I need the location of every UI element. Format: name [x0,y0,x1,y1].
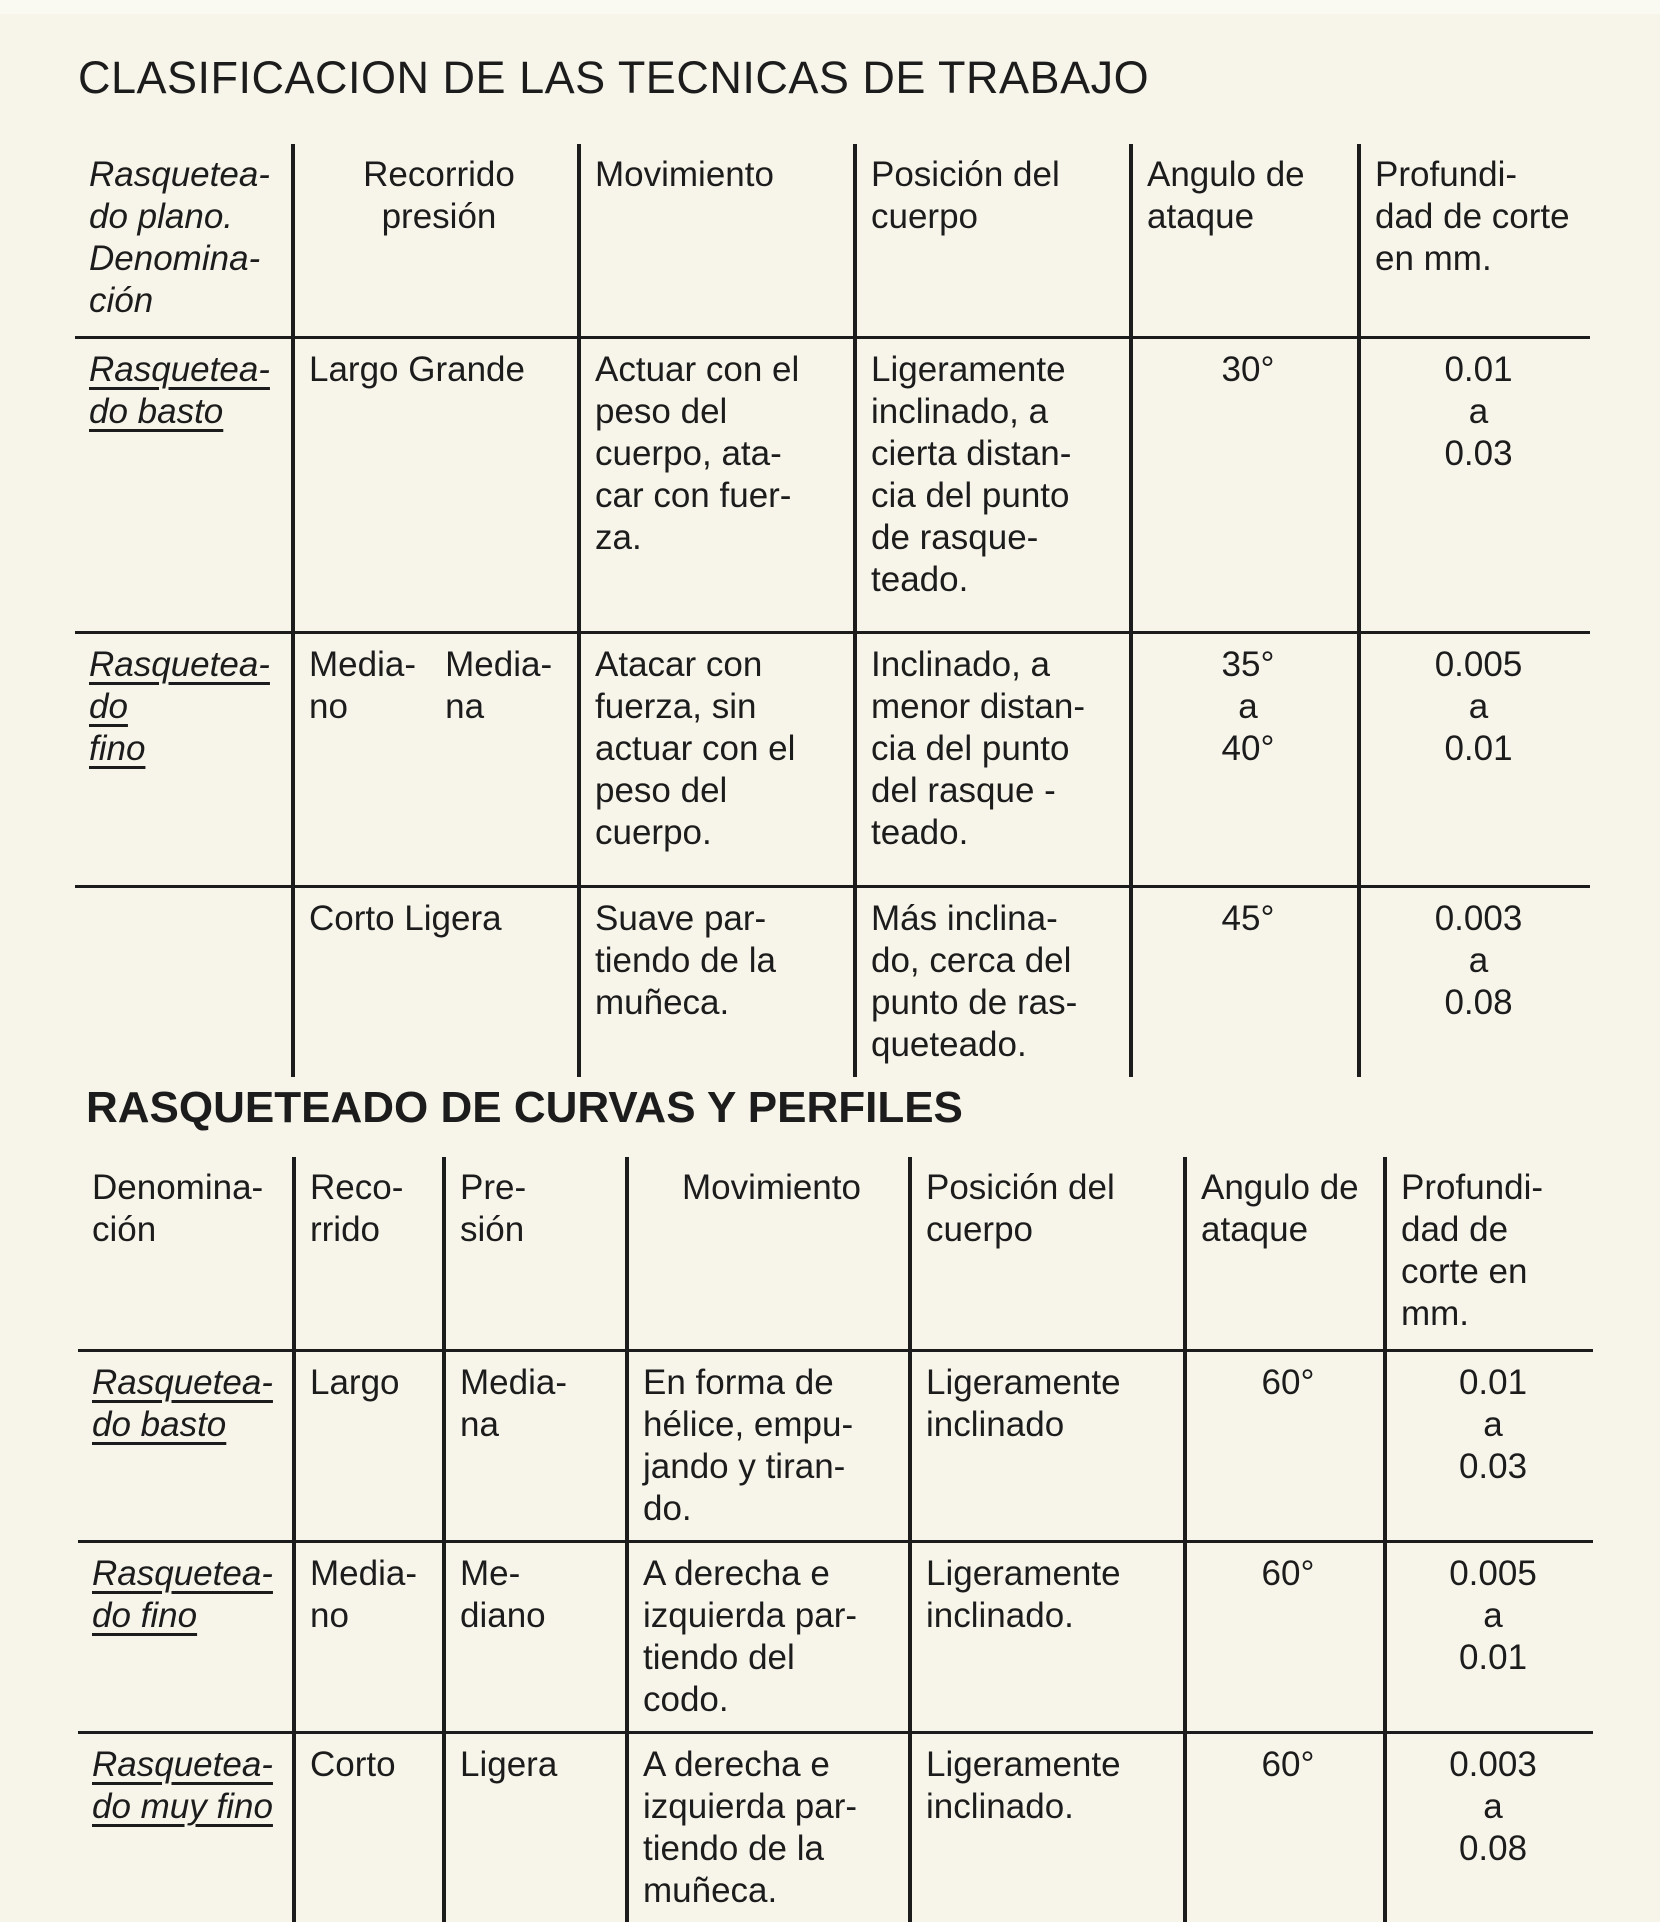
cell-line: Movimiento [595,155,774,194]
cell-line: 0.03 [1459,1447,1527,1486]
cell-line: Más inclina- [871,899,1058,938]
header-angulo [1185,1157,1385,1351]
cell-line: 30° [1222,350,1275,389]
cell-line: en mm. [1375,239,1492,278]
header-recorrido [294,1157,444,1351]
cell-line: Denomina- [89,239,260,278]
cell-line: del rasque - [871,771,1056,810]
cell-line: 0.005 [1435,645,1523,684]
section1-title: CLASIFICACION DE LAS TECNICAS DE TRABAJO [78,52,1149,104]
cell-line: 0.005 [1449,1554,1537,1593]
cell-line: menor distan- [871,687,1085,726]
cell-line: a [1469,392,1488,431]
row-profundidad [1359,633,1590,887]
cell-line: 0.01 [1444,729,1512,768]
cell-line: Ligeramente [926,1363,1121,1402]
cell-line: Recorrido [363,155,515,194]
cell-line: Ligeramente [926,1745,1121,1784]
cell-line: 0.003 [1435,899,1523,938]
cell-line: cuerpo [871,197,978,236]
cell-line: corte en [1401,1252,1527,1291]
cell-line: do, cerca del [871,941,1071,980]
cell-line: cia del punto [871,476,1069,515]
header-denominacion [75,144,293,338]
cell-line: izquierda par- [643,1787,857,1826]
header-posicion [855,144,1131,338]
header-profundidad [1385,1157,1593,1351]
cell-line: A derecha e [643,1554,830,1593]
cell-line: izquierda par- [643,1596,857,1635]
cell-line: dad de [1401,1210,1508,1249]
cell-line: teado. [871,560,968,599]
cell-line: cuerpo [926,1210,1033,1249]
cell-line: Angulo de [1201,1168,1359,1207]
cell-line: ción [92,1210,156,1249]
cell-line: peso del [595,392,727,431]
cell-line: 60° [1262,1363,1315,1402]
table-header-row [78,1157,1593,1351]
row-profundidad [1359,887,1590,1077]
cell-line: 0.003 [1449,1745,1537,1784]
table-row [78,1542,1593,1733]
cell-line: fuerza, sin [595,687,756,726]
row-movimiento [627,1351,910,1542]
header-angulo [1131,144,1359,338]
cell-line: mm. [1401,1294,1469,1333]
row-profundidad [1385,1351,1593,1542]
cell-line: muñeca. [595,983,729,1022]
header-denominacion [78,1157,294,1351]
cell-line: do [89,687,128,726]
cell-line: Reco- [310,1168,403,1207]
cell-line: teado. [871,813,968,852]
row-name [78,1351,294,1542]
cell-line: Denomina- [92,1168,263,1207]
cell-line: diano [460,1596,546,1635]
cell-line: cuerpo. [595,813,712,852]
cell-line: inclinado [926,1405,1064,1444]
table-row [78,1733,1593,1922]
row-name [75,887,293,1077]
cell-line: do basto [92,1405,226,1444]
cell-line: tiendo del [643,1638,795,1677]
cell-line: Corto Ligera [309,899,502,938]
row-angulo [1185,1733,1385,1922]
cell-line: Posición del [926,1168,1115,1207]
row-posicion [910,1542,1185,1733]
cell-line: Atacar con [595,645,762,684]
cell-line: 35° [1222,645,1275,684]
row-movimiento [579,338,855,633]
header-recorrido-presion [293,144,579,338]
table-row [78,1351,1593,1542]
cell-line: Inclinado, a [871,645,1050,684]
cell-line: Posición del [871,155,1060,194]
cell-line: Pre- [460,1168,526,1207]
cell-line: do muy fino [92,1787,273,1826]
row-recorrido [293,887,579,1077]
row-movimiento [579,633,855,887]
cell-line: no [310,1596,349,1635]
cell-line: Rasquetea- [89,350,270,389]
cell-line: Ligeramente [871,350,1066,389]
cell-line: 0.01 [1444,350,1512,389]
cell-line: 60° [1262,1554,1315,1593]
header-posicion [910,1157,1185,1351]
cell-line: a [1483,1405,1502,1444]
cell-line: rrido [310,1210,380,1249]
row-recorrido [293,633,579,887]
cell-line: Ligera [460,1745,557,1784]
cell-line: tiendo de la [643,1829,824,1868]
cell-line: Profundi- [1401,1168,1543,1207]
cell-line: na [460,1405,499,1444]
page-top-edge [0,0,1660,14]
cell-line: Corto [310,1745,396,1784]
row-posicion [910,1351,1185,1542]
cell-line: dad de corte [1375,197,1570,236]
cell-line: actuar con el [595,729,795,768]
cell-line: 0.08 [1459,1829,1527,1868]
cell-line: codo. [643,1680,729,1719]
row-profundidad [1385,1733,1593,1922]
row-name [75,338,293,633]
header-movimiento [579,144,855,338]
cell-line: Rasquetea- [89,155,270,194]
cell-line: Me- [460,1554,520,1593]
cell-line: no na [309,687,484,726]
cell-line: do plano. [89,197,233,236]
row-angulo [1131,887,1359,1077]
row-name [78,1542,294,1733]
header-profundidad [1359,144,1590,338]
cell-line: fino [89,729,145,768]
table-row [75,338,1590,633]
cell-line: a [1483,1787,1502,1826]
curves-profiles-table [78,1157,1593,1922]
cell-line: do. [643,1489,692,1528]
cell-line: ción [89,281,153,320]
header-presion [444,1157,627,1351]
cell-line: jando y tiran- [643,1447,845,1486]
cell-line: Rasquetea- [92,1554,273,1593]
cell-line: cierta distan- [871,434,1071,473]
cell-line: punto de ras- [871,983,1077,1022]
row-posicion [855,633,1131,887]
cell-line: hélice, empu- [643,1405,853,1444]
cell-line: za. [595,518,642,557]
cell-line: peso del [595,771,727,810]
cell-line: ataque [1147,197,1254,236]
cell-line: inclinado, a [871,392,1048,431]
cell-line: Ligeramente [926,1554,1121,1593]
row-angulo [1131,338,1359,633]
cell-line: a [1469,941,1488,980]
cell-line: 0.08 [1444,983,1512,1022]
cell-line: Largo [310,1363,400,1402]
cell-line: Rasquetea- [92,1363,273,1402]
row-name [78,1733,294,1922]
row-posicion [855,338,1131,633]
cell-line: queteado. [871,1025,1027,1064]
cell-line: car con fuer- [595,476,791,515]
cell-line: muñeca. [643,1871,777,1910]
cell-line: A derecha e [643,1745,830,1784]
cell-line: Media- [460,1363,567,1402]
cell-line: inclinado. [926,1787,1074,1826]
row-recorrido [294,1542,444,1733]
techniques-table [75,144,1590,1077]
cell-line: 0.01 [1459,1638,1527,1677]
row-angulo [1185,1351,1385,1542]
cell-line: sión [460,1210,524,1249]
row-presion [444,1351,627,1542]
cell-line: En forma de [643,1363,834,1402]
row-presion [444,1542,627,1733]
cell-line: tiendo de la [595,941,776,980]
cell-line: do fino [92,1596,197,1635]
cell-line: 0.03 [1444,434,1512,473]
cell-line: a [1238,687,1257,726]
cell-line: presión [382,197,497,236]
cell-line: a [1483,1596,1502,1635]
header-movimiento [627,1157,910,1351]
cell-line: a [1469,687,1488,726]
cell-line: 0.01 [1459,1363,1527,1402]
row-posicion [910,1733,1185,1922]
row-movimiento [579,887,855,1077]
cell-line: Largo Grande [309,350,525,389]
cell-line: Actuar con el [595,350,799,389]
section2-title: RASQUETEADO DE CURVAS Y PERFILES [86,1083,963,1133]
cell-line: inclinado. [926,1596,1074,1635]
cell-line: 60° [1262,1745,1315,1784]
cell-line: Angulo de [1147,155,1305,194]
row-recorrido [294,1351,444,1542]
cell-line: Movimiento [682,1168,861,1207]
row-recorrido [294,1733,444,1922]
cell-line: cia del punto [871,729,1069,768]
cell-line: ataque [1201,1210,1308,1249]
row-profundidad [1359,338,1590,633]
row-movimiento [627,1733,910,1922]
row-recorrido [293,338,579,633]
cell-line: Profundi- [1375,155,1517,194]
cell-line: Media- [310,1554,417,1593]
row-name [75,633,293,887]
cell-line: Media- Media- [309,645,552,684]
cell-line: Rasquetea- [92,1745,273,1784]
table-row [75,887,1590,1077]
cell-line: do basto [89,392,223,431]
cell-line: Rasquetea- [89,645,270,684]
table-row [75,633,1590,887]
row-angulo [1185,1542,1385,1733]
cell-line: 40° [1222,729,1275,768]
row-posicion [855,887,1131,1077]
cell-line: Suave par- [595,899,766,938]
cell-line: 45° [1222,899,1275,938]
cell-line: de rasque- [871,518,1038,557]
row-profundidad [1385,1542,1593,1733]
row-angulo [1131,633,1359,887]
cell-line: cuerpo, ata- [595,434,782,473]
row-presion [444,1733,627,1922]
table-header-row [75,144,1590,338]
row-movimiento [627,1542,910,1733]
